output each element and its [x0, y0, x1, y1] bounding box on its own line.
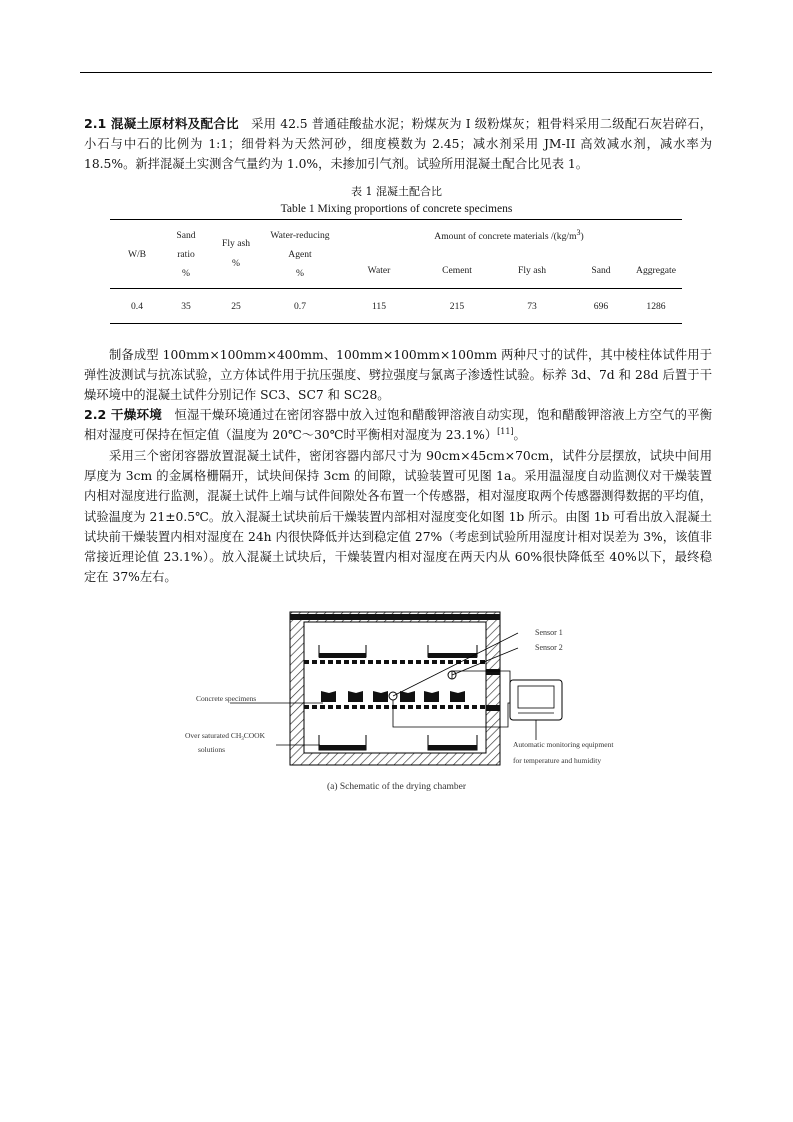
table-1-caption-en: Table 1 Mixing proportions of concrete specimens — [280, 203, 513, 215]
header-sand: Sand — [591, 264, 611, 276]
cell-sand-ratio: 35 — [164, 289, 208, 324]
sensor-1-label: Sensor 1 — [535, 628, 563, 637]
reference-11: [11] — [497, 427, 514, 437]
header-rule — [80, 72, 712, 73]
port-block-lower — [486, 705, 500, 711]
table-1-caption-cn: 表 1 混凝土配合比 — [351, 185, 442, 198]
header-fly-ash-pct-line2: % — [232, 258, 240, 269]
header-aggregate: Aggregate — [636, 264, 676, 276]
drying-chamber-schematic — [180, 605, 640, 785]
monitoring-device-icon — [510, 680, 562, 740]
header-amount-group-sup: 3 — [576, 227, 581, 237]
cell-water: 115 — [336, 289, 422, 324]
sensor-2-label: Sensor 2 — [535, 643, 563, 652]
cell-water-reducing: 0.7 — [264, 289, 336, 324]
solution-label-sub: 3 — [241, 737, 244, 742]
equipment-label-line2: for temperature and humidity — [513, 756, 602, 765]
section-2-2-body-end: 。 — [513, 428, 526, 443]
header-wb: W/B — [110, 220, 164, 289]
cell-wb: 0.4 — [110, 289, 164, 324]
header-water-reducing-line1: Water-reducing — [270, 229, 330, 241]
solution-label-line2: solutions — [198, 745, 226, 754]
equipment-label-line1: Automatic monitoring equipment — [513, 740, 614, 749]
cell-cement: 215 — [422, 289, 492, 324]
header-sand-ratio — [164, 220, 208, 289]
cell-aggregate: 1286 — [630, 289, 682, 324]
cell-fly-ash-pct: 25 — [208, 289, 264, 324]
mix-proportions-table — [110, 219, 682, 324]
section-2-2-heading: 2.2 干燥环境 — [84, 407, 163, 422]
header-water: Water — [367, 264, 391, 276]
section-2-2-body: 恒湿干燥环境通过在密闭容器中放入过饱和醋酸钾溶液自动实现，饱和醋酸钾溶液上方空气的平衡相对湿度可保持在恒定值（温度为 20℃～30℃时平衡相对湿度为 23.1%） — [84, 408, 712, 443]
header-fly-ash: Fly ash — [518, 264, 546, 276]
header-water-reducing — [264, 220, 336, 289]
header-amount-group-text: Amount of concrete materials /(kg/m — [434, 230, 577, 242]
cell-sand: 696 — [572, 289, 630, 324]
section-2-1-body: 采用 42.5 普通硅酸盐水泥；粉煤灰为 I 级粉煤灰；粗骨料采用二级配石灰岩碎石，小石与中石的比例为 1:1；细骨料为天然河砂，细度模数为 2.45；减水剂采用 JM-II 高效减水剂，减水率为 18.5%。新拌混凝土实测含气量约为 1.0%，未掺加引气剂。试验所用混凝土配合比见表 1。 — [84, 117, 712, 172]
header-amount-group-end: ) — [580, 230, 584, 242]
chamber-interior — [304, 622, 486, 753]
header-sand-ratio-line3: % — [182, 267, 190, 279]
header-water-reducing-line2: Agent — [288, 248, 312, 260]
header-water-reducing-line3: % — [296, 267, 304, 279]
solution-label-line1 — [185, 731, 266, 742]
chamber-lid — [290, 614, 500, 620]
cell-fly-ash: 73 — [492, 289, 572, 324]
specimens-paragraph: 制备成型 100mm×100mm×400mm、100mm×100mm×100mm 两种尺寸的试件，其中棱柱体试件用于弹性波测试与抗冻试验，立方体试件用于抗压强度、劈拉强度与氯离子渗透性试验。标养 3d、7d 和 28d 后置于干燥环境中的混凝土试件分别记作 SC3、SC7 和 SC28。 — [84, 348, 712, 403]
solution-label-text: Over saturated CH — [185, 731, 242, 740]
setup-paragraph: 采用三个密闭容器放置混凝土试件，密闭容器内部尺寸为 90cm×45cm×70cm，试件分层摆放，试块中间用厚度为 3cm 的金属格栅隔开，试块间保持 3cm 的间隙，试验装置可见图 1a。采用温湿度自动监测仪对干燥装置内相对湿度进行监测，混凝土试件上端与试件间隙处各布置一个传感器，相对湿度取两个传感器测得数据的平均值，试验温度为 21±0.5℃。放入混凝土试块前后干燥装置内部相对湿度变化如图 1b 所示。由图 1b 可看出放入混凝土试块前干燥装置内相对湿度在 24h 内很快降低并达到稳定值 27%（考虑到试验所用湿度计相对误差为 3%，该值非常接近理论值 23.1%）。放入混凝土试块后，干燥装置内相对湿度在两天内从 60%很快降低至 40%以下，最终稳定在 37%左右。 — [84, 449, 712, 585]
header-amount-group — [336, 220, 682, 253]
section-2-1-paragraph — [84, 114, 712, 175]
solution-label-end: COOK — [243, 731, 265, 740]
header-cement: Cement — [442, 264, 472, 276]
header-sand-ratio-line1: Sand — [176, 229, 196, 241]
section-2-1-heading: 2.1 混凝土原材料及配合比 — [84, 116, 239, 131]
section-2-2-paragraph — [84, 405, 712, 445]
figure-1a-caption: (a) Schematic of the drying chamber — [326, 782, 466, 792]
header-fly-ash-pct — [208, 220, 264, 289]
header-sand-ratio-line2: ratio — [177, 248, 195, 260]
header-fly-ash-pct-line1: Fly ash — [222, 238, 250, 249]
concrete-specimens-label: Concrete specimens — [196, 694, 257, 703]
port-block-upper — [486, 669, 500, 675]
